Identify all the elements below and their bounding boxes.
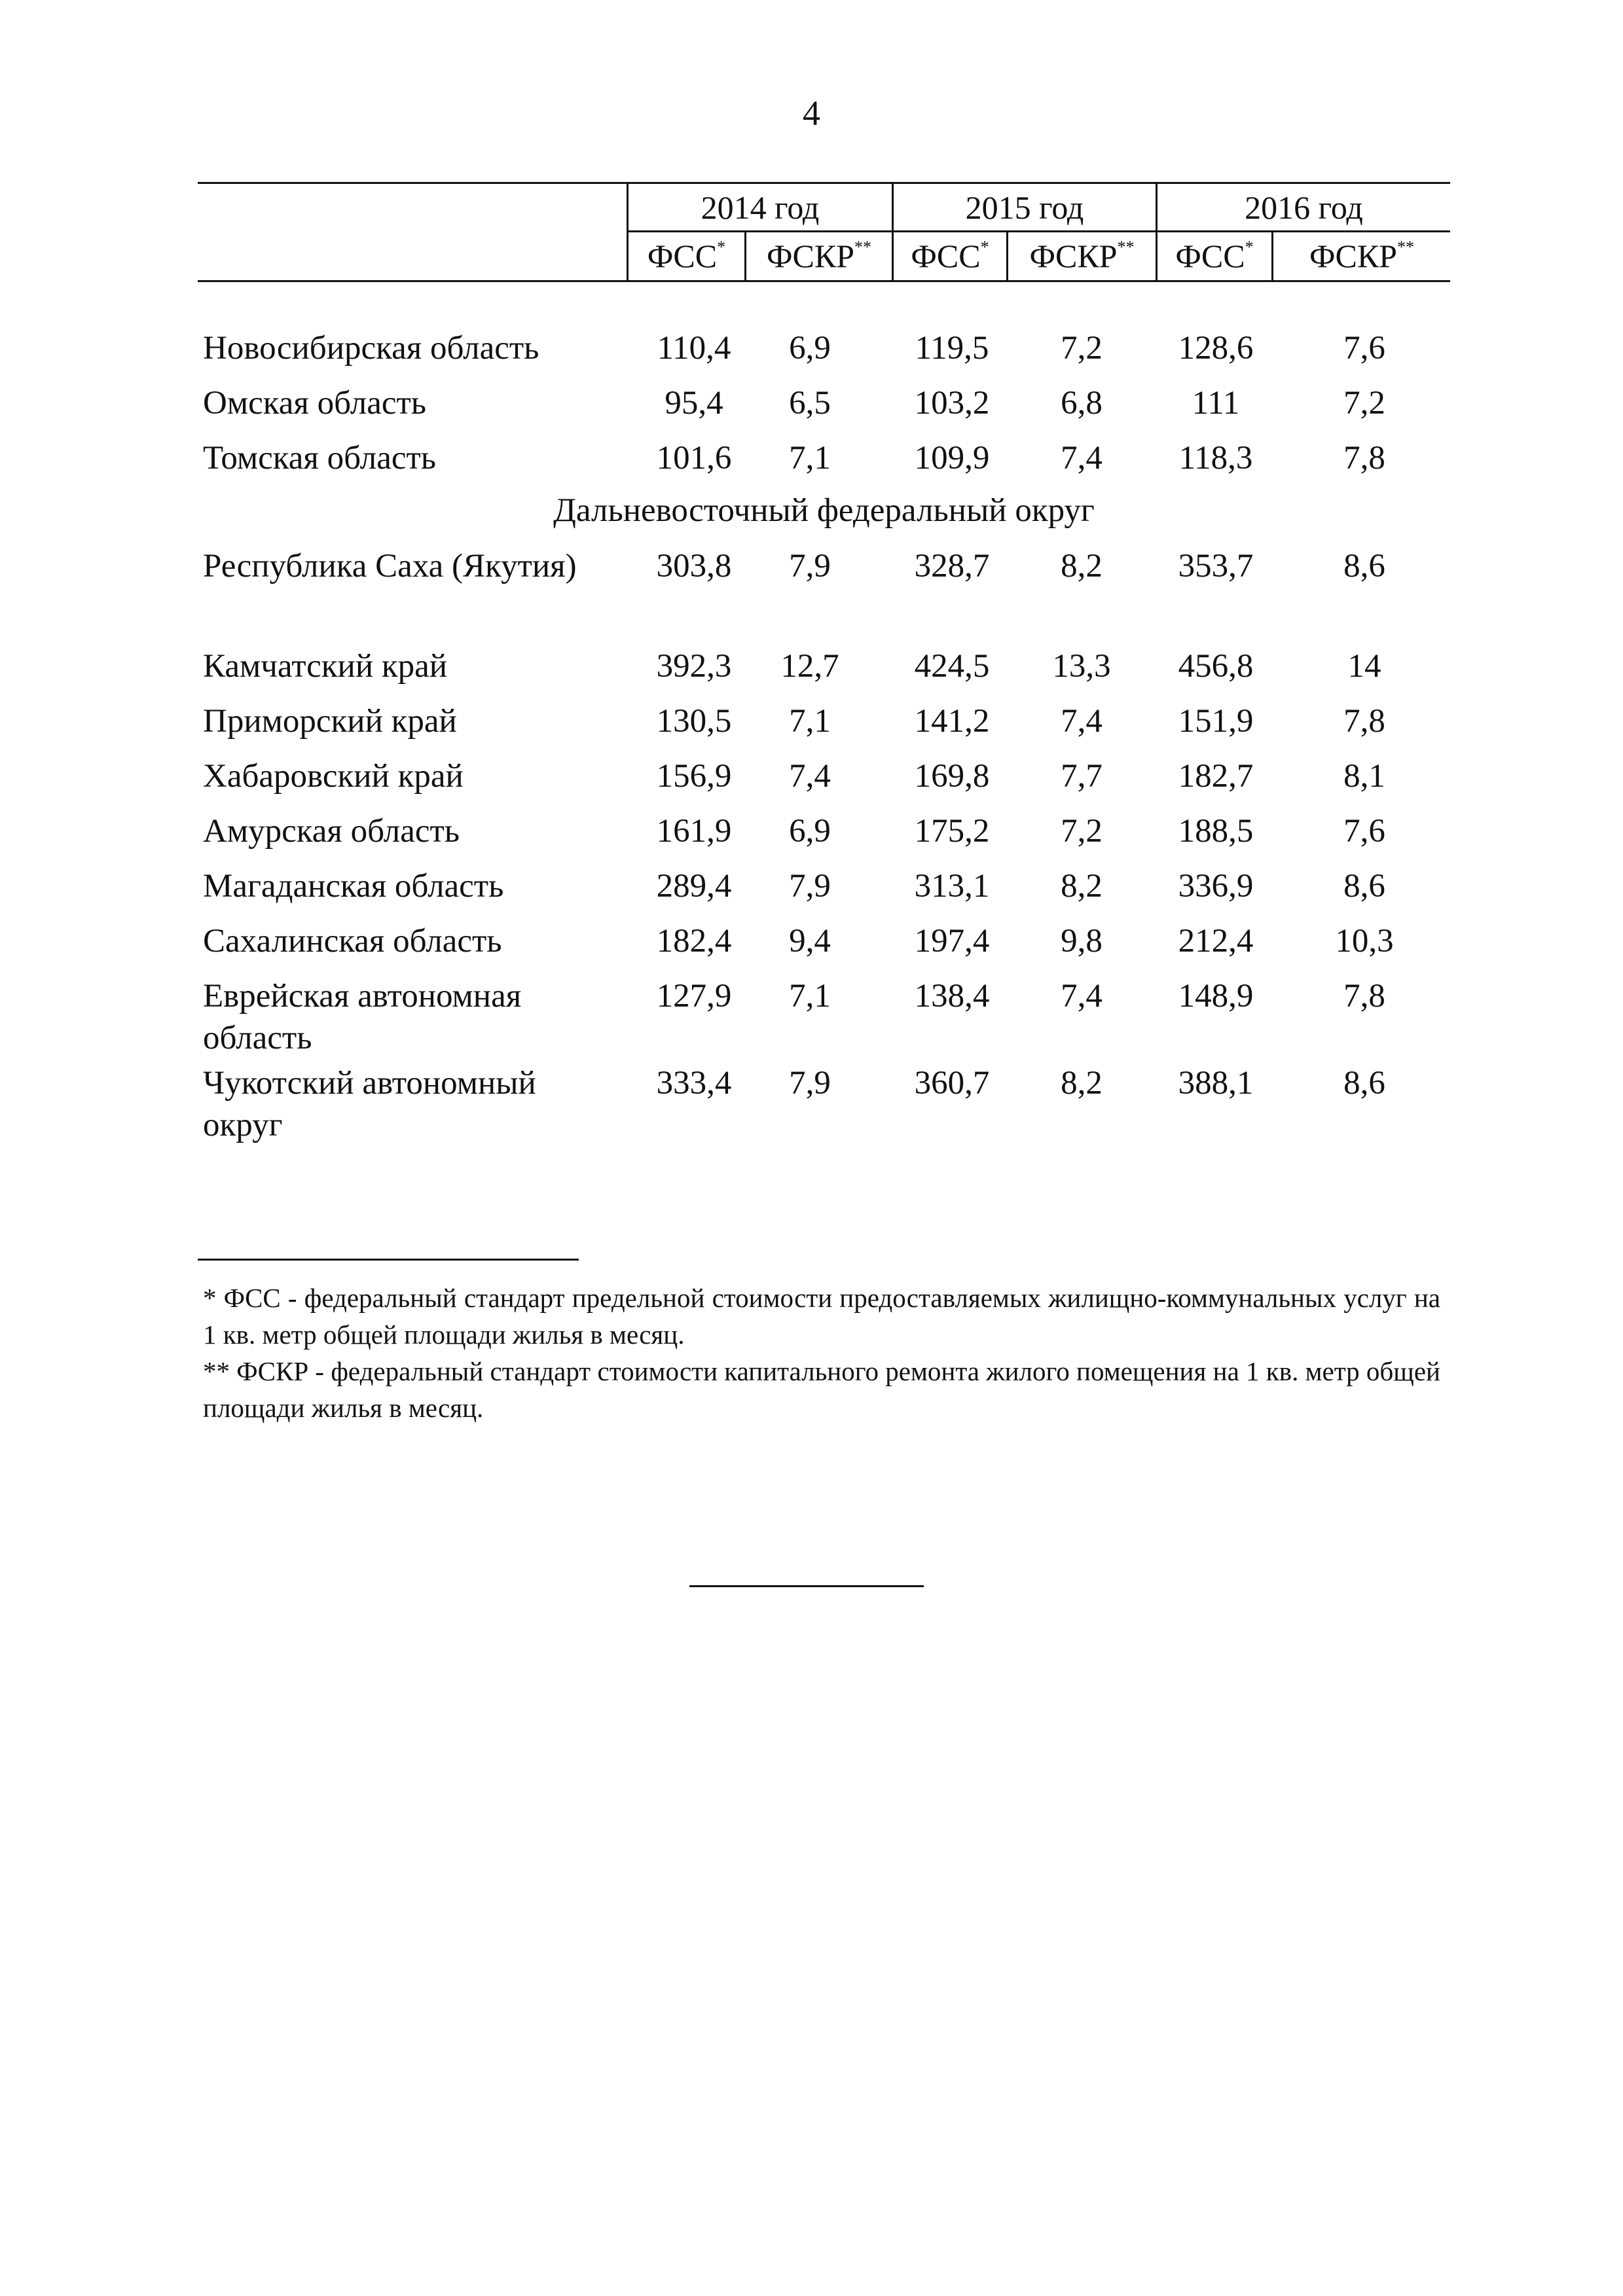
value-cell: 7,9 (789, 548, 831, 584)
value-cell: 119,5 (915, 330, 989, 367)
header-mid-rule (627, 230, 1450, 232)
year-header: 2016 год (1245, 189, 1363, 226)
value-cell: 130,5 (656, 703, 732, 740)
value-cell: 151,9 (1178, 703, 1254, 740)
value-cell: 111 (1192, 385, 1240, 422)
header-bottom-rule (198, 280, 1450, 282)
value-cell: 161,9 (656, 813, 732, 850)
region-name: Приморский край (203, 703, 457, 740)
value-cell: 7,2 (1061, 330, 1103, 367)
table-top-rule (198, 182, 1450, 184)
value-cell: 8,6 (1343, 1065, 1385, 1102)
region-name: Республика Саха (Якутия) (203, 548, 577, 584)
value-cell: 392,3 (656, 648, 732, 685)
value-cell: 7,2 (1061, 813, 1103, 850)
sub-header: ФСС* (647, 238, 726, 274)
value-cell: 333,4 (656, 1065, 732, 1102)
value-cell: 7,4 (789, 758, 831, 795)
value-cell: 10,3 (1335, 923, 1394, 960)
value-cell: 182,4 (656, 923, 732, 960)
value-cell: 12,7 (780, 648, 839, 685)
value-cell: 6,9 (789, 330, 831, 367)
value-cell: 182,7 (1178, 758, 1254, 795)
value-cell: 197,4 (914, 923, 990, 960)
value-cell: 156,9 (656, 758, 732, 795)
end-rule (689, 1585, 924, 1587)
value-cell: 110,4 (657, 330, 731, 367)
region-name: Сахалинская область (203, 923, 502, 960)
value-cell: 13,3 (1052, 648, 1111, 685)
value-cell: 7,4 (1061, 440, 1103, 476)
region-name: Еврейская автономная область (203, 978, 522, 1056)
value-cell: 128,6 (1178, 330, 1254, 367)
value-cell: 169,8 (914, 758, 990, 795)
value-cell: 6,8 (1061, 385, 1103, 422)
value-cell: 313,1 (914, 868, 990, 905)
value-cell: 7,7 (1061, 758, 1103, 795)
value-cell: 9,4 (789, 923, 831, 960)
value-cell: 6,5 (789, 385, 831, 422)
value-cell: 188,5 (1178, 813, 1254, 850)
value-cell: 456,8 (1178, 648, 1254, 685)
value-cell: 8,6 (1343, 868, 1385, 905)
footnote-fss: * ФСС - федеральный стандарт предельной стоимости предоставляемых жилищно-коммунальных услуг на 1 кв. метр общей площади жилья в месяц. (203, 1283, 1440, 1350)
footnote-rule (198, 1259, 579, 1261)
value-cell: 289,4 (656, 868, 732, 905)
region-name: Камчатский край (203, 648, 448, 685)
region-name: Чукотский автономный округ (203, 1065, 536, 1143)
value-cell: 303,8 (656, 548, 732, 584)
value-cell: 7,6 (1343, 330, 1385, 367)
value-cell: 101,6 (656, 440, 732, 476)
region-name: Хабаровский край (203, 758, 464, 795)
sub-header: ФСС* (1175, 238, 1254, 274)
value-cell: 7,6 (1343, 813, 1385, 850)
value-cell: 360,7 (914, 1065, 990, 1102)
value-cell: 148,9 (1178, 978, 1254, 1014)
value-cell: 7,9 (789, 1065, 831, 1102)
sub-header: ФСКР** (766, 238, 871, 274)
sub-header: ФСКР** (1029, 238, 1135, 274)
value-cell: 353,7 (1178, 548, 1254, 584)
value-cell: 109,9 (914, 440, 990, 476)
region-name: Томская область (203, 440, 437, 476)
value-cell: 6,9 (789, 813, 831, 850)
sub-header: ФСКР** (1309, 238, 1414, 274)
value-cell: 8,2 (1061, 548, 1103, 584)
region-name: Омская область (203, 385, 427, 422)
value-cell: 7,4 (1061, 703, 1103, 740)
value-cell: 7,1 (789, 978, 831, 1014)
value-cell: 388,1 (1178, 1065, 1254, 1102)
value-cell: 103,2 (914, 385, 990, 422)
section-title: Дальневосточный федеральный округ (553, 492, 1095, 529)
value-cell: 8,6 (1343, 548, 1385, 584)
value-cell: 7,9 (789, 868, 831, 905)
value-cell: 138,4 (914, 978, 990, 1014)
year-header: 2014 год (701, 189, 820, 226)
footnotes (203, 1280, 1440, 1426)
value-cell: 9,8 (1061, 923, 1103, 960)
value-cell: 7,1 (789, 703, 831, 740)
value-cell: 336,9 (1178, 868, 1254, 905)
value-cell: 424,5 (914, 648, 990, 685)
value-cell: 7,8 (1343, 703, 1385, 740)
value-cell: 212,4 (1178, 923, 1254, 960)
value-cell: 141,2 (914, 703, 990, 740)
value-cell: 7,8 (1343, 440, 1385, 476)
value-cell: 7,4 (1061, 978, 1103, 1014)
value-cell: 7,2 (1343, 385, 1385, 422)
region-name: Амурская область (203, 813, 460, 850)
value-cell: 8,1 (1343, 758, 1385, 795)
year-header: 2015 год (965, 189, 1084, 226)
sub-header: ФСС* (911, 238, 989, 274)
value-cell: 8,2 (1061, 868, 1103, 905)
region-name: Магаданская область (203, 868, 504, 905)
value-cell: 7,1 (789, 440, 831, 476)
value-cell: 127,9 (656, 978, 732, 1014)
value-cell: 7,8 (1343, 978, 1385, 1014)
footnote-fskr: ** ФСКР - федеральный стандарт стоимости капитального ремонта жилого помещения на 1 кв. метр общей площади жилья в месяц. (203, 1356, 1440, 1423)
region-name: Новосибирская область (203, 330, 539, 367)
value-cell: 175,2 (914, 813, 990, 850)
value-cell: 8,2 (1061, 1065, 1103, 1102)
value-cell: 328,7 (914, 548, 990, 584)
value-cell: 95,4 (665, 385, 723, 422)
value-cell: 14 (1347, 648, 1381, 685)
value-cell: 118,3 (1178, 440, 1253, 476)
page-number: 4 (803, 94, 820, 133)
